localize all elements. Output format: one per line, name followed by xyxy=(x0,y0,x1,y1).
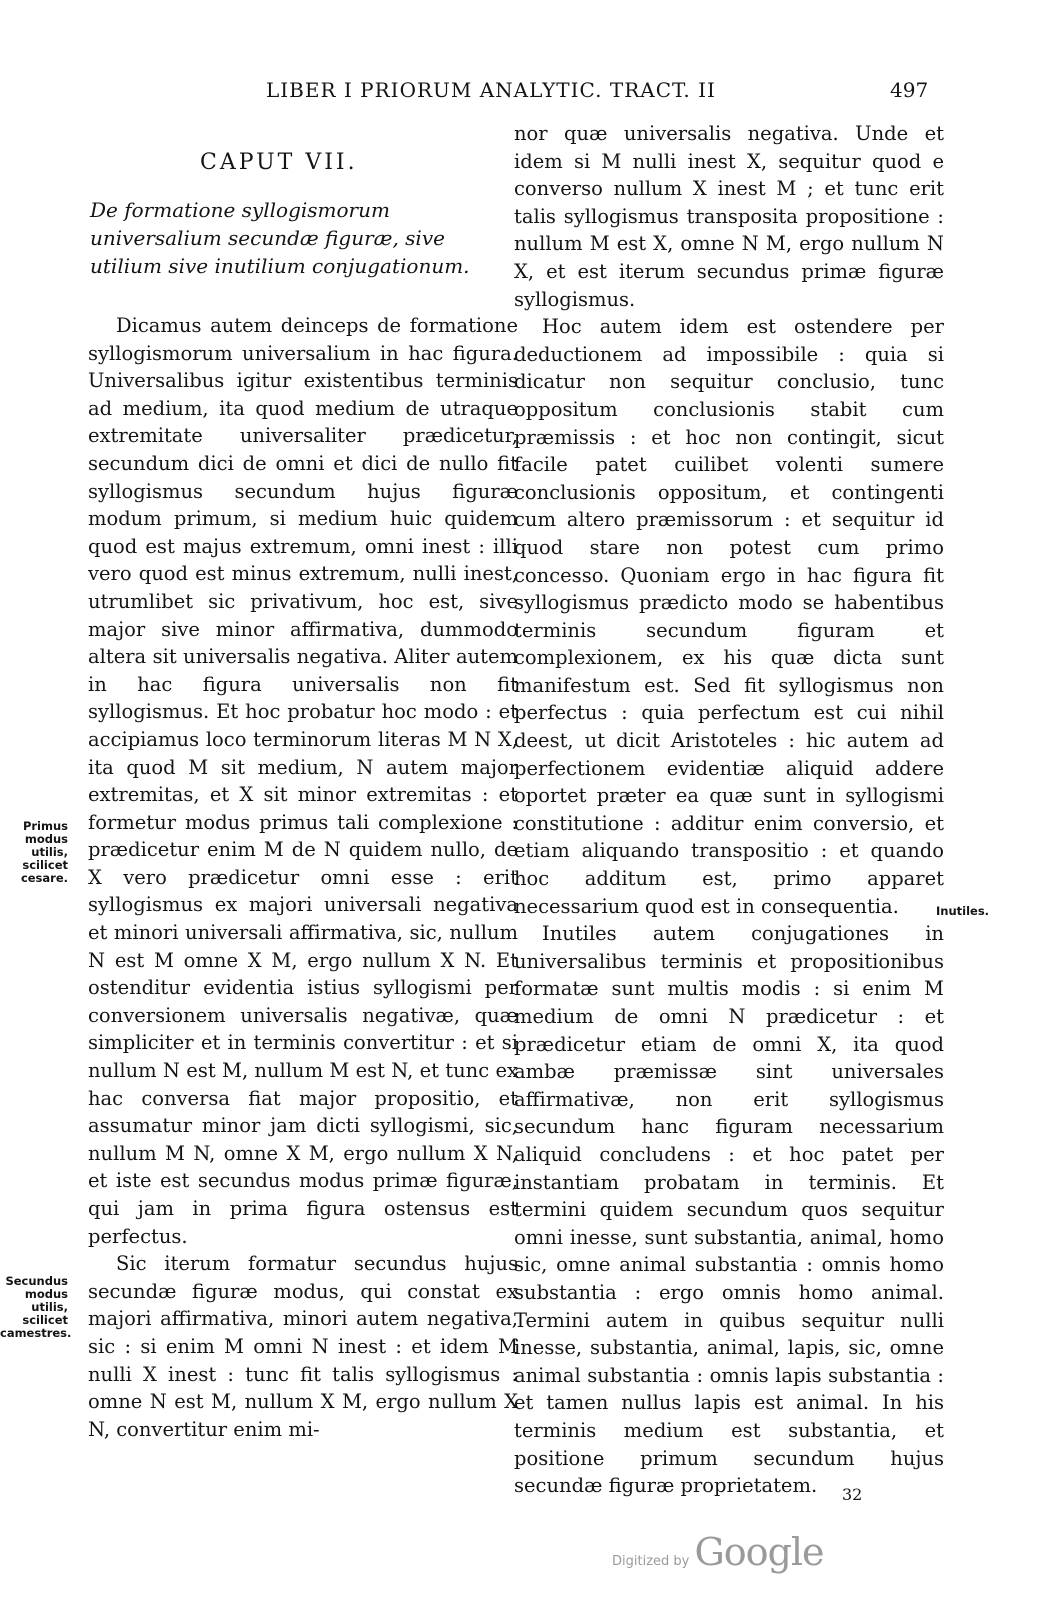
chapter-title: CAPUT VII. xyxy=(200,150,358,175)
paragraph: nor quæ universalis negativa. Unde et idem si M nulli inest X, sequitur quod e converso nullum X inest M ; et tunc erit talis syllogismus transposita propositione : nullum M est X, omne N M, ergo nullum N X, et est iterum secundus primæ figuræ syllogismus. xyxy=(514,122,944,311)
google-logo: Google xyxy=(694,1530,824,1574)
left-column xyxy=(88,312,518,1443)
paragraph: Dicamus autem deinceps de formatione syllogismorum universalium in hac figura. Universalibus igitur existentibus terminis ad medium, ita quod medium de utraque extremitate universaliter prædicetur, secundum dici de omni et dici de nullo fit syllogismus secundum hujus figuræ modum primum, si medium huic quidem quod est majus extremum, omni inest : illi vero quod est minus extremum, nulli inest, utrumlibet sic privativum, hoc est, sive major sive minor affirmativa, dummodo altera sit universalis negativa. Aliter autem in hac figura universalis non fit syllogismus. Et hoc probatur hoc modo : et accipiamus loco terminorum literas M N X, ita quod M sit medium, N autem major extremitas, et X sit minor extremitas : et formetur modus primus tali complexione : prædicetur enim M de N quidem nullo, de X vero prædicetur omni esse : erit syllogismus ex majori universali negativa et minori universali affirmativa, sic, nullum N est M omne X M, ergo nullum X N. Et ostenditur evidentia istius syllogismi per conversionem universalis negativæ, quæ simpliciter et in terminis convertitur : et si nullum N est M, nullum M est N, et tunc ex hac conversa fiat major propositio, et assumatur minor jam dicti syllogismi, sic, nullum M N, omne X M, ergo nullum X N, et iste est secundus modus primæ figuræ, qui jam in prima figura ostensus est perfectus. xyxy=(88,314,518,1248)
watermark-prefix: Digitized by xyxy=(612,1554,690,1569)
paragraph: Inutiles autem conjugationes in universalibus terminis et propositionibus formatæ sunt multis modis : si enim M medium de omni N prædicetur : et prædicetur etiam de omni X, ita quod ambæ præmissæ sint universales affirmativæ, non erit syllogismus secundum hanc figuram necessarium aliquid concludens : et hoc patet per instantiam probatam in terminis. Et termini quidem secundum quos sequitur omni inesse, sunt substantia, animal, homo sic, omne animal substantia : omnis homo substantia : ergo omnis homo animal. Termini autem in quibus sequitur nulli inesse, substantia, animal, lapis, sic, omne animal substantia : omnis lapis substantia : et tamen nullus lapis est animal. In his terminis medium est substantia, et positione primum secundum hujus secundæ figuræ proprietatem. xyxy=(514,922,944,1498)
chapter-subtitle: De formatione syllogismorum universalium secundæ figuræ, sive utilium sive inutilium conjugationum. xyxy=(90,198,470,278)
paragraph: Sic iterum formatur secundus hujus secundæ figuræ modus, qui constat ex majori affirmativa, minori autem negativa, sic : si enim M omni N inest : et idem M nulli X inest : tunc fit talis syllogismus : omne N est M, nullum X M, ergo nullum X N, convertitur enim mi- xyxy=(88,1252,518,1441)
paragraph: Hoc autem idem est ostendere per deductionem ad impossibile : quia si dicatur non sequitur conclusio, tunc oppositum conclusionis stabit cum præmissis : et hoc non contingit, sicut facile patet cuilibet volenti sumere conclusionis oppositum, et contingenti cum altero præmissorum : et sequitur id quod stare non potest cum primo concesso. Quoniam ergo in hac figura fit syllogismus prædicto modo se habentibus terminis secundum figuram et complexionem, ex his quæ dicta sunt manifestum est. Sed fit syllogismus non perfectus : quia perfectum est cui nihil deest, ut dicit Aristoteles : hic autem ad perfectionem evidentiæ aliquid addere oportet præter ea quæ sunt in syllogismi constitutione : additur enim conversio, et etiam aliquando transpositio : et quando hoc additum est, primo apparet necessarium quod est in consequentia. xyxy=(514,315,944,918)
signature-mark: 32 xyxy=(842,1485,863,1504)
margin-note: Inutiles. xyxy=(936,904,990,918)
watermark xyxy=(612,1530,824,1574)
page-number: 497 xyxy=(890,78,929,102)
margin-note: Primus modus utilis, scilicet cesare. xyxy=(20,819,68,885)
running-head: LIBER I PRIORUM ANALYTIC. TRACT. II xyxy=(266,78,716,102)
right-column xyxy=(514,120,944,1500)
margin-note: Secundus modus utilis, scilicet camestres. xyxy=(0,1274,72,1340)
